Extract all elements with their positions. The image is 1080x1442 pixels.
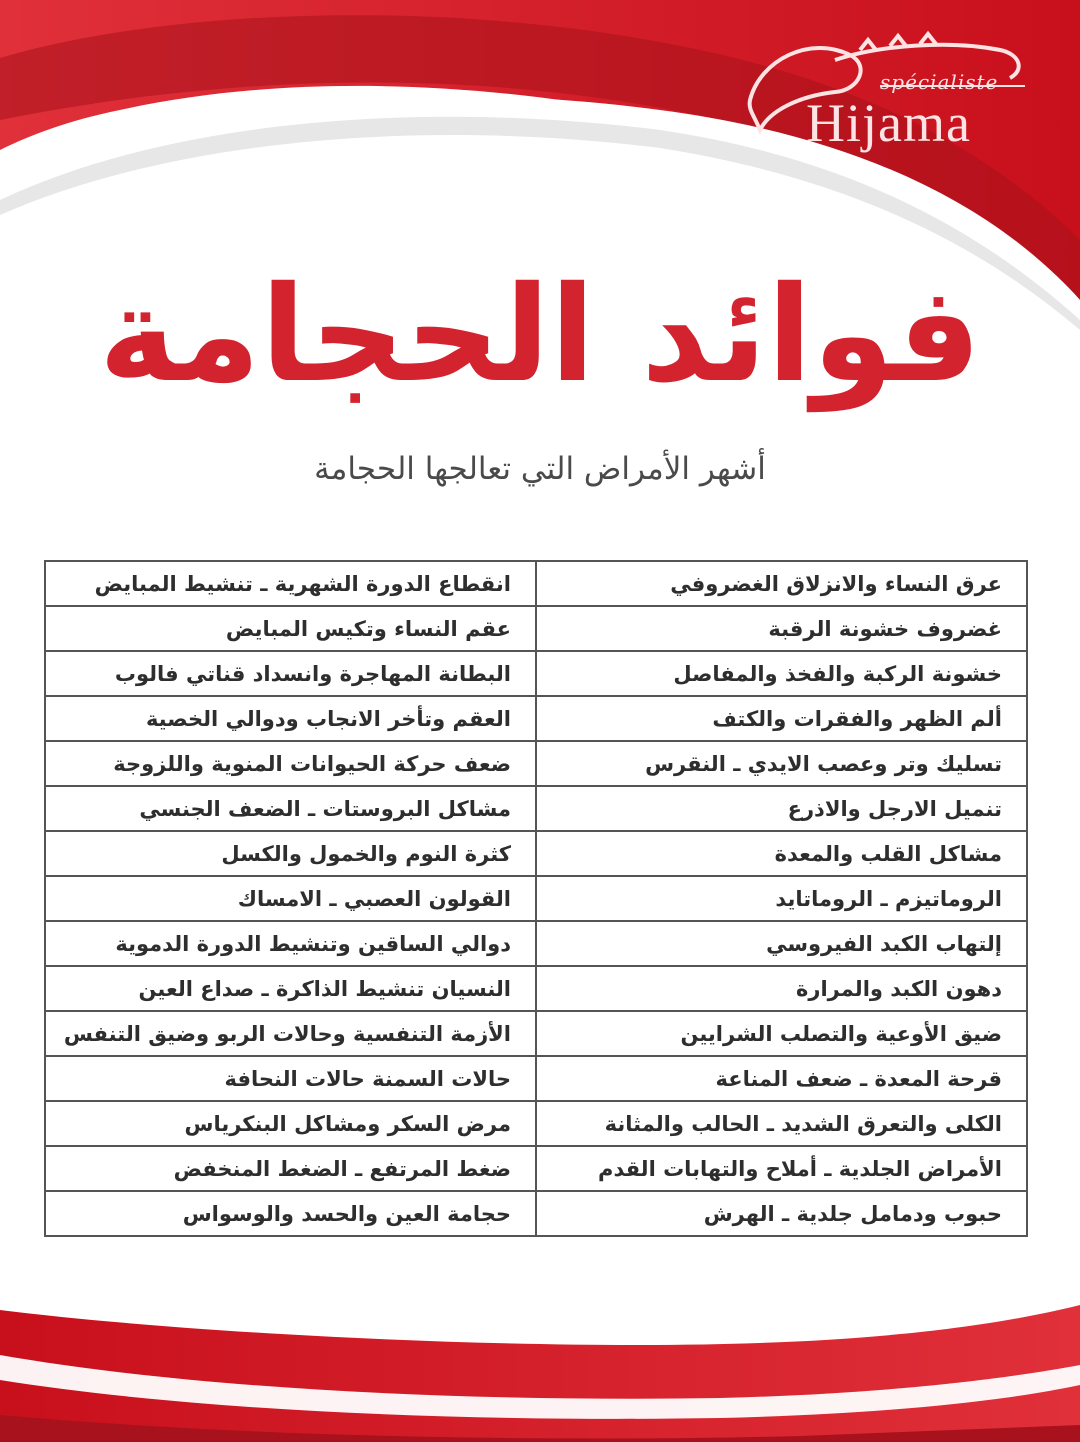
- table-cell-left: ضعف حركة الحيوانات المنوية واللزوجة: [45, 741, 536, 786]
- table-row: [45, 741, 1027, 786]
- table-cell-left: الأزمة التنفسية وحالات الربو وضيق التنفس: [45, 1011, 536, 1056]
- table-cell-left: القولون العصبي ـ الامساك: [45, 876, 536, 921]
- table-cell-right: الكلى والتعرق الشديد ـ الحالب والمثانة: [536, 1101, 1027, 1146]
- table-cell-right: مشاكل القلب والمعدة: [536, 831, 1027, 876]
- table-cell-left: حجامة العين والحسد والوسواس: [45, 1191, 536, 1236]
- table-cell-left: كثرة النوم والخمول والكسل: [45, 831, 536, 876]
- page-subtitle: أشهر الأمراض التي تعالجها الحجامة: [314, 451, 766, 487]
- table-row: [45, 1056, 1027, 1101]
- table-cell-left: العقم وتأخر الانجاب ودوالي الخصية: [45, 696, 536, 741]
- table-cell-left: البطانة المهاجرة وانسداد قناتي فالوب: [45, 651, 536, 696]
- table-cell-right: تنميل الارجل والاذرع: [536, 786, 1027, 831]
- table-cell-left: مرض السكر ومشاكل البنكرياس: [45, 1101, 536, 1146]
- table-cell-right: إلتهاب الكبد الفيروسي: [536, 921, 1027, 966]
- table-cell-left: النسيان تنشيط الذاكرة ـ صداع العين: [45, 966, 536, 1011]
- hijama-logo: [740, 20, 1040, 170]
- table-cell-right: دهون الكبد والمرارة: [536, 966, 1027, 1011]
- bottom-red-band: [0, 1305, 1080, 1442]
- table-row: [45, 1011, 1027, 1056]
- table-cell-right: خشونة الركبة والفخذ والمفاصل: [536, 651, 1027, 696]
- logo-script-text: spécialiste: [880, 70, 999, 94]
- table-cell-right: الروماتيزم ـ الروماتايد: [536, 876, 1027, 921]
- table-cell-left: عقم النساء وتكيس المبايض: [45, 606, 536, 651]
- table-cell-left: انقطاع الدورة الشهرية ـ تنشيط المبايض: [45, 561, 536, 606]
- table-row: [45, 786, 1027, 831]
- table-cell-right: حبوب ودمامل جلدية ـ الهرش: [536, 1191, 1027, 1236]
- table-row: [45, 831, 1027, 876]
- table-cell-right: قرحة المعدة ـ ضعف المناعة: [536, 1056, 1027, 1101]
- table-row: [45, 1101, 1027, 1146]
- table-cell-right: غضروف خشونة الرقبة: [536, 606, 1027, 651]
- logo-wordmark: Hijama: [806, 93, 971, 153]
- table-row: [45, 966, 1027, 1011]
- table-cell-right: تسليك وتر وعصب الايدي ـ النقرس: [536, 741, 1027, 786]
- table-row: [45, 1191, 1027, 1236]
- table-row: [45, 921, 1027, 966]
- table-cell-right: عرق النساء والانزلاق الغضروفي: [536, 561, 1027, 606]
- table-row: [45, 876, 1027, 921]
- table-row: [45, 561, 1027, 606]
- table-cell-left: مشاكل البروستات ـ الضعف الجنسي: [45, 786, 536, 831]
- diseases-table: [44, 560, 1028, 1237]
- table-cell-right: ألم الظهر والفقرات والكتف: [536, 696, 1027, 741]
- table-cell-right: الأمراض الجلدية ـ أملاح والتهابات القدم: [536, 1146, 1027, 1191]
- table-row: [45, 696, 1027, 741]
- table-cell-right: ضيق الأوعية والتصلب الشرايين: [536, 1011, 1027, 1056]
- table-row: [45, 651, 1027, 696]
- page-title: فوائد الحجامة: [98, 258, 982, 412]
- table-cell-left: حالات السمنة حالات النحافة: [45, 1056, 536, 1101]
- table-row: [45, 606, 1027, 651]
- table-cell-left: دوالي الساقين وتنشيط الدورة الدموية: [45, 921, 536, 966]
- table-row: [45, 1146, 1027, 1191]
- table-cell-left: ضغط المرتفع ـ الضغط المنخفض: [45, 1146, 536, 1191]
